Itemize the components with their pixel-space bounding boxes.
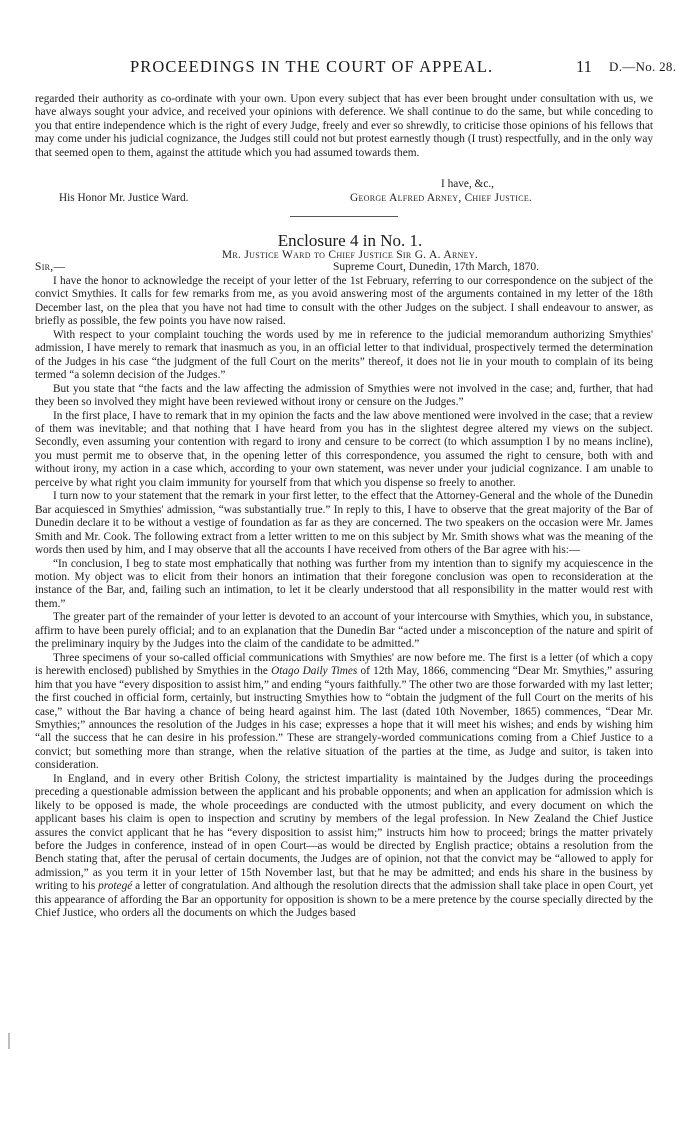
- paragraph-8-text-a: Three specimens of your so-called official communications with Smythies' are now before me. The first is a letter (of which a copy is herewith enclosed) published by Smythies in the: [35, 651, 653, 678]
- letter-paragraph-2: With respect to your complaint touching the words used by me in reference to the judicial memorandum authorizing Smythies' admission, I have merely to remark that inasmuch as you, in an official letter to that individual, prospectively termed the determination of the Judges in his case “the judgment of the full Court on the merits” thereof, it does not lie in your mouth to complain of its being termed “a solemn decision of the Judges.”: [35, 328, 653, 382]
- salutation: Sir,—: [35, 261, 66, 273]
- enclosure-subtitle: Mr. Justice Ward to Chief Justice Sir G. A. Arney.: [221, 249, 479, 261]
- letter-paragraph-5: I turn now to your statement that the remark in your first letter, to the effect that the Attorney-General and the whole of the Dunedin Bar acquiesced in Smythies' admission, “was substantially true.” In reply to this, I have to observe that the great majority of the Bar of Dunedin declare it to be without a vestige of foundation as far as they are concerned. The two speakers on the occasion were Mr. James Smith and Mr. Cook. The following extract from a letter written to me on this subject by Mr. Smith shows what was the meaning of the words then used by him, and I may observe that all the accounts I have received from others of the Bar agree with his:—: [35, 490, 653, 557]
- signature-line: [35, 192, 653, 206]
- letter-paragraph-1: I have the honor to acknowledge the receipt of your letter of the 1st February, referring to our correspondence on the subject of the convict Smythies. It calls for few remarks from me, as you avoid answering most of the arguments contained in my letter of the 18th December last, on the plea that you have not had time to consult with the other Judges on the subject. I shall endeavour to answer, as briefly as possible, the few points you have now raised.: [35, 275, 653, 328]
- valediction: I have, &c.,: [441, 178, 495, 190]
- previous-letter-body: [35, 93, 653, 160]
- letter-paragraph-7: The greater part of the remainder of your letter is devoted to an account of your intercourse with Smythies, which you, in substance, affirm to have been purely official; and to an explanation that the Dunedin Bar “acted under a misconception of the nature and spirit of the preliminary inquiry by the Judges into the claim of the candidate to be admitted.”: [35, 611, 653, 651]
- letter-paragraph-9: [35, 773, 653, 921]
- quoted-extract: “In conclusion, I beg to state most emphatically that nothing was further from my intention than to signify my acquiescence in the motion. My object was to elicit from their honors an intimation that their foregone conclusion was open to reconsideration at the instance of the Bar, and, failing such an intimation, to let it be clearly understood that all responsibility in the matter would rest with them.”: [35, 557, 653, 610]
- paragraph-9-text-b: a letter of congratulation. And although the resolution directs that the admission shall take place in open Court, yet this appearance of affording the Bar an opportunity for opposition is shown to be a mere pretence by the course specially directed by the Chief Justice, who orders all the documents on which the Judges based: [35, 880, 654, 920]
- letter-paragraph-4: In the first place, I have to remark that in my opinion the facts and the law above mentioned were involved in the case; that a review of them was inevitable; and that nothing that I have heard from you has in the slightest degree altered my views on the subject. Secondly, even assuming your contention with regard to irony and censure to be correct (to which assumption I by no means incline), you must permit me to observe that, in the opening letter of this correspondence, you assumed the right to censure, both with and without irony, my action in a case which, according to your own statement, was never under your judicial cognizance. I am unable to perceive by what right you claim immunity for yourself from that which you dispense so freely to another.: [35, 409, 653, 489]
- previous-letter-paragraph: regarded their authority as co-ordinate with your own. Upon every subject that has ever been brought under consultation with us, we have always sought your advice, and received your opinions with deference. We shall continue to do the same, but while conceding to you that entire independence which is the right of every Judge, freely and ever so shrewdly, to criticise those opinions of his fellows that may come under his judicial cognizance, the Judges still could not but protest earnestly though (I trust) respectfully, and in the only way that seemed open to them, against the attitude which you had assumed towards them.: [35, 93, 653, 159]
- document-reference: D.—No. 28.: [609, 59, 677, 74]
- italic-word: protegé: [98, 880, 133, 893]
- enclosure-title: Enclosure 4 in No. 1.: [277, 231, 423, 250]
- newspaper-title: Otago Daily Times: [271, 665, 358, 678]
- section-divider: [290, 216, 398, 217]
- paragraph-9-text-a: In England, and in every other British Colony, the strictest impartiality is maintained by the Judges during the proceedings preceding a questionable admission between the applicant and his probable opponents; and when an application for admission which is likely to be opposed is made, the whole proceedings are conducted with the utmost publicity, and every document on which the applicant bases his claim is open to inspection and scrutiny by members of the legal profession. In New Zealand the Chief Justice assures the convict applicant that he has “every disposition to assist him;” instructs him how to proceed; brings the matter privately before the Judges in conference, instead of in open Court—as would be directed by English practice; obtains a resolution from the Bench stating that, after the perusal of certain documents, the Judges are of opinion, not that the convict may be “allowed to apply for admission,” as you term it in your letter of 15th November last, but that he may be admitted; and ends his share in the business by writing to his: [35, 772, 653, 893]
- addressee: His Honor Mr. Justice Ward.: [59, 192, 189, 204]
- valediction-line: [35, 178, 653, 192]
- letter-paragraph-3: But you state that “the facts and the law affecting the admission of Smythies were not involved in the case; and, further, that had they been so involved they might have been reviewed without irony or censure on the Judges.”: [35, 382, 653, 409]
- letter-body: [35, 275, 653, 921]
- page-number: 11: [576, 57, 592, 76]
- page-header-title: PROCEEDINGS IN THE COURT OF APPEAL.: [130, 57, 494, 76]
- place-date: Supreme Court, Dunedin, 17th March, 1870.: [333, 261, 540, 273]
- letter-paragraph-8: [35, 652, 653, 773]
- salutation-line: [35, 261, 653, 275]
- paragraph-8-text-b: of 12th May, 1866, commencing “Dear Mr. Smythies,” assuring him that you have “every disposition to assist him,” and ending “yours faithfully.” The other two are those forwarded with my last letter; the first couched in official form, certainly, but instructing Smythies how to “obtain the judgment of the full Court on the merits of his case,” without the Bar having a chance of being heard against him. The last (dated 10th November, 1865) commences, “Dear Mr. Smythies;” announces the resolution of the Judges in his case; expresses a hope that it will meet his wishes; and ends by wishing him “all the success that he can desire in his profession.” These are strangely-worded communications coming from a Chief Justice to a convict; but something more than strange, when the relative situation of the parties at the time, as Judge and suitor, is taken into consideration.: [35, 665, 653, 772]
- margin-mark: [8, 1033, 10, 1049]
- signature: George Alfred Arney, Chief Justice.: [350, 192, 533, 204]
- running-header: [0, 57, 700, 79]
